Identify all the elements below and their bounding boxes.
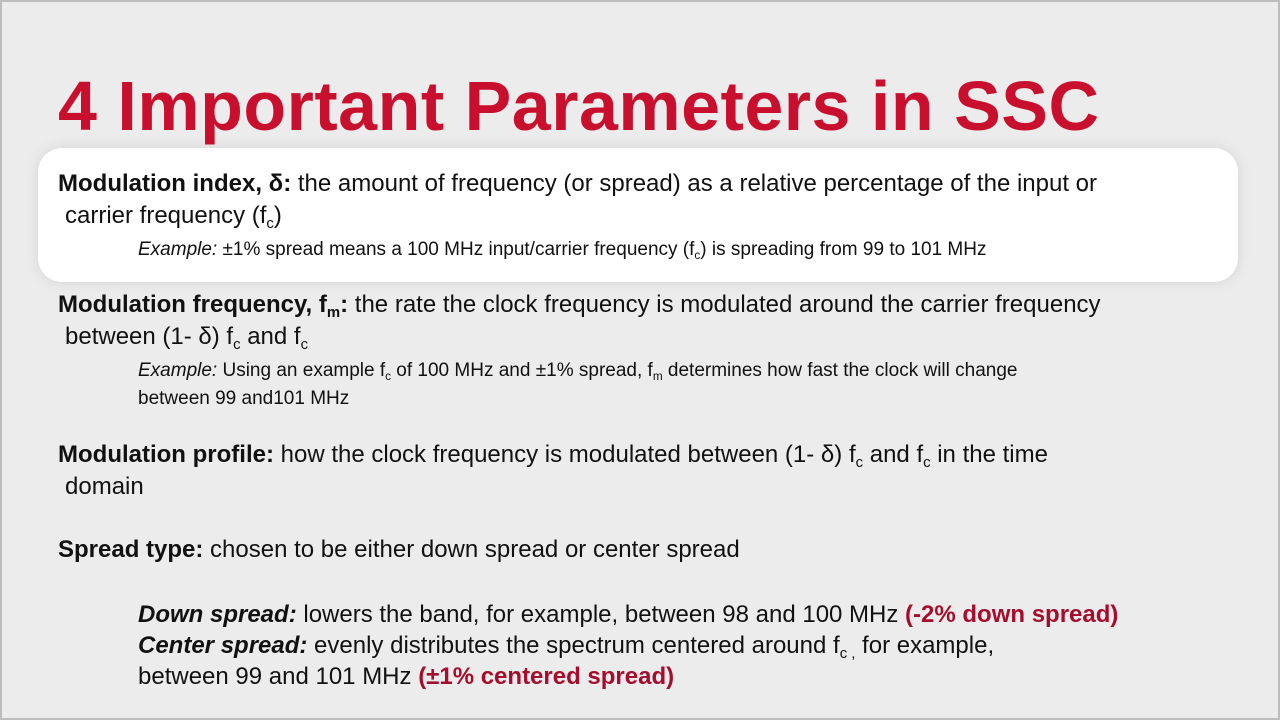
center-spread-text: evenly distributes the spectrum centered around f [307, 632, 840, 659]
spread-type-term: Spread type: [58, 536, 204, 563]
example-text: Using an example f [217, 360, 386, 381]
modulation-profile-text: how the clock frequency is modulated between (1- δ) f [273, 441, 856, 468]
modulation-frequency-text-2: between (1- δ) f [65, 323, 234, 350]
term-text: Modulation frequency, f [58, 291, 327, 318]
down-spread-text: lowers the band, for example, between 98 and 100 MHz [296, 601, 906, 628]
example-label: Example: [138, 239, 218, 260]
center-spread-term: Center spread: [138, 632, 308, 659]
spread-type-text: chosen to be either down spread or center spread [203, 536, 740, 563]
slide-title: 4 Important Parameters in SSC [58, 67, 1100, 145]
modulation-index-paragraph [58, 168, 1097, 232]
modulation-index-text-2: carrier frequency (f [65, 202, 267, 229]
example-text-3: determines how fast the clock will change [662, 360, 1018, 381]
subscript: c [694, 249, 701, 263]
modulation-profile-paragraph [58, 439, 1048, 503]
spread-type-paragraph [58, 534, 740, 566]
modulation-frequency-text-3: and f [240, 323, 301, 350]
down-spread-highlight: (-2% down spread) [905, 601, 1119, 628]
subscript: c , [839, 646, 856, 663]
subscript: c [300, 337, 309, 354]
subscript: m [652, 370, 663, 384]
modulation-profile-text-3: in the time [930, 441, 1048, 468]
modulation-index-text-3: ) [273, 202, 282, 229]
modulation-index-text: the amount of frequency (or spread) as a relative percentage of the input or [291, 170, 1098, 197]
subscript: c [385, 370, 392, 384]
subscript: m [326, 305, 341, 322]
term-colon: : [340, 291, 349, 318]
modulation-frequency-paragraph [58, 289, 1101, 353]
modulation-frequency-text: the rate the clock frequency is modulated around the carrier frequency [348, 291, 1101, 318]
example-text-2: of 100 MHz and ±1% spread, f [391, 360, 653, 381]
example-label: Example: [138, 360, 218, 381]
modulation-profile-text-2: and f [863, 441, 924, 468]
modulation-index-example [138, 236, 986, 264]
down-spread-term: Down spread: [138, 601, 297, 628]
subscript: c [266, 216, 274, 233]
spread-details [138, 599, 1118, 692]
example-text-2: ) is spreading from 99 to 101 MHz [700, 239, 987, 260]
modulation-frequency-example [138, 357, 1017, 413]
subscript: c [923, 455, 931, 472]
example-text: ±1% spread means a 100 MHz input/carrier frequency (f [217, 239, 695, 260]
modulation-frequency-term [58, 291, 349, 322]
subscript: c [855, 455, 864, 472]
modulation-index-term: Modulation index, δ: [58, 170, 292, 197]
center-spread-highlight: (±1% centered spread) [418, 663, 675, 690]
center-spread-text-2: for example, [855, 632, 995, 659]
example-text-4: between 99 and101 MHz [138, 388, 350, 409]
modulation-profile-term: Modulation profile: [58, 441, 274, 468]
modulation-profile-text-4: domain [65, 473, 144, 500]
center-spread-text-3: between 99 and 101 MHz [138, 663, 419, 690]
subscript: c [233, 337, 241, 354]
